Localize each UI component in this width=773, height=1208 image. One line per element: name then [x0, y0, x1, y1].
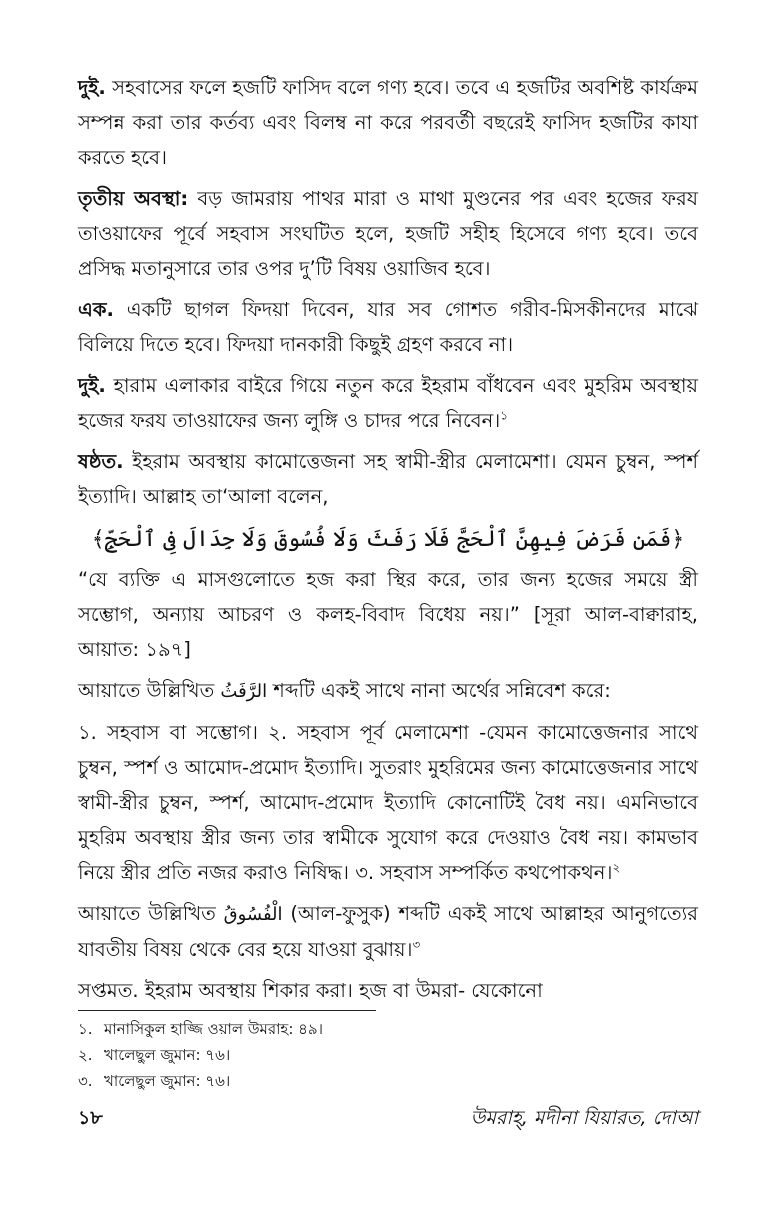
page-number: ১৮ [78, 1107, 103, 1129]
paragraph-dui-1 [78, 70, 698, 175]
paragraph-ek [78, 292, 698, 362]
footnote-ref: ২ [612, 860, 621, 875]
paragraph-lead: দুই. [78, 374, 106, 397]
paragraph-lead: দুই. [78, 76, 106, 99]
footnotes [78, 1016, 698, 1094]
paragraph-text: আয়াতে উল্লিখিত [78, 679, 221, 702]
page-body [78, 70, 698, 1014]
footnote-item [78, 1042, 698, 1068]
paragraph-text: ইহরাম অবস্থায় কামোত্তেজনা সহ স্বামী-স্ত্রীর মেলামেশা। যেমন চুম্বন, স্পর্শ ইত্যাদি। আল্লাহ তা‘আলা বলেন, [78, 450, 698, 508]
footnote-ref: ১ [500, 408, 509, 423]
arabic-term: الْفُسُوقُ [223, 904, 283, 925]
paragraph-text: (আল-ফুসুক) শব্দটি একই সাথে আল্লাহর আনুগত্যের যাবতীয় বিষয় থেকে বের হয়ে যাওয়া বুঝায়। [78, 902, 698, 961]
paragraph-third-state [78, 181, 698, 286]
paragraph-fusuq [78, 896, 698, 967]
paragraph-meanings [78, 715, 698, 890]
paragraph-text: একটি ছাগল ফিদয়া দিবেন, যার সব গোশত গরীব-মিসকীনদের মাঝে বিলিয়ে দিতে হবে। ফিদয়া দানকারী কিছুই গ্রহণ করবে না। [78, 298, 698, 356]
footnote-text: খালেছুল জুমান: ৭৬। [104, 1072, 231, 1090]
footnote-divider [78, 1010, 376, 1011]
footnote-item [78, 1016, 698, 1042]
footnote-ref: ৩ [412, 937, 421, 952]
paragraph-rafath [78, 673, 698, 709]
paragraph-lead: ষষ্ঠত. [78, 450, 124, 473]
paragraph-lead: এক. [78, 298, 114, 321]
footnote-number: ১. [78, 1020, 93, 1038]
page-footer [78, 1104, 698, 1134]
footnote-number: ২. [78, 1046, 93, 1064]
footnote-text: খালেছুল জুমান: ৭৬। [104, 1046, 231, 1064]
paragraph-text: বড় জামরায় পাথর মারা ও মাথা মুণ্ডনের পর এবং হজের ফরয তাওয়াফের পূর্বে সহবাস সংঘটিত হলে, হজটি সহীহ হিসেবে গণ্য হবে। তবে প্রসিদ্ধ মতানুসারে তার ওপর দু’টি বিষয় ওয়াজিব হবে। [78, 187, 698, 280]
paragraph-lead: তৃতীয় অবস্থা: [78, 187, 189, 210]
paragraph-text: আয়াতে উল্লিখিত [78, 902, 224, 925]
paragraph-text: সহবাসের ফলে হজটি ফাসিদ বলে গণ্য হবে। তবে এ হজটির অবশিষ্ট কার্যক্রম সম্পন্ন করা তার কর্তব্য এবং বিলম্ব না করে পরবর্তী বছরেই ফাসিদ হজটির কাযা করতে হবে। [78, 76, 698, 169]
paragraph-dui-2 [78, 368, 698, 438]
quran-verse: ﴿فَمَن فَرَضَ فِيهِنَّ ٱلْحَجَّ فَلَا رَفَثَ وَلَا فُسُوقَ وَلَا جِدَالَ فِى ٱلْحَجِّ﴾ [91, 527, 685, 552]
footnote-item [78, 1068, 698, 1094]
footnote-number: ৩. [78, 1072, 93, 1090]
footnote-text: মানাসিকুল হাজ্জি ওয়াল উমরাহ: ৪৯। [104, 1020, 323, 1038]
paragraph-text: শব্দটি একই সাথে নানা অর্থের সন্নিবেশ করে: [267, 679, 611, 702]
paragraph-seventh: সপ্তমত. ইহরাম অবস্থায় শিকার করা। হজ বা উমরা- যেকোনো [78, 979, 543, 1002]
paragraph-text: ১. সহবাস বা সম্ভোগ। ২. সহবাস পূর্ব মেলামেশা -যেমন কামোত্তেজনার সাথে চুম্বন, স্পর্শ ও আমোদ-প্রমোদ ইত্যাদি। সুতরাং মুহরিমের জন্য কামোত্তেজনার সাথে স্বামী-স্ত্রীর চুম্বন, স্পর্শ, আমোদ-প্রমোদ ইত্যাদি কোনোটিই বৈধ নয়। এমনিভাবে মুহরিম অবস্থায় স্ত্রীর জন্য তার স্বামীকে সুযোগ করে দেওয়াও বৈধ নয়। কামভাব নিয়ে স্ত্রীর প্রতি নজর করাও নিষিদ্ধ। ৩. সহবাস সম্পর্কিত কথপোকথন। [78, 721, 698, 884]
paragraph-sixth [78, 444, 698, 514]
book-title: উমরাহ্, মদীনা যিয়ারত, দোআ [470, 1107, 698, 1129]
arabic-term: الرَّفَثُ [220, 681, 268, 702]
verse-translation: “যে ব্যক্তি এ মাসগুলোতে হজ করা স্থির করে, তার জন্য হজের সময়ে স্ত্রী সম্ভোগ, অন্যায় আচরণ ও কলহ-বিবাদ বিধেয় নয়।” [সূরা আল-বাক্বারাহ, আয়াত: ১৯৭] [78, 568, 698, 661]
paragraph-text: হারাম এলাকার বাইরে গিয়ে নতুন করে ইহরাম বাঁধবেন এবং মুহরিম অবস্থায় হজের ফরয তাওয়াফের জন্য লুঙ্গি ও চাদর পরে নিবেন। [78, 374, 698, 432]
